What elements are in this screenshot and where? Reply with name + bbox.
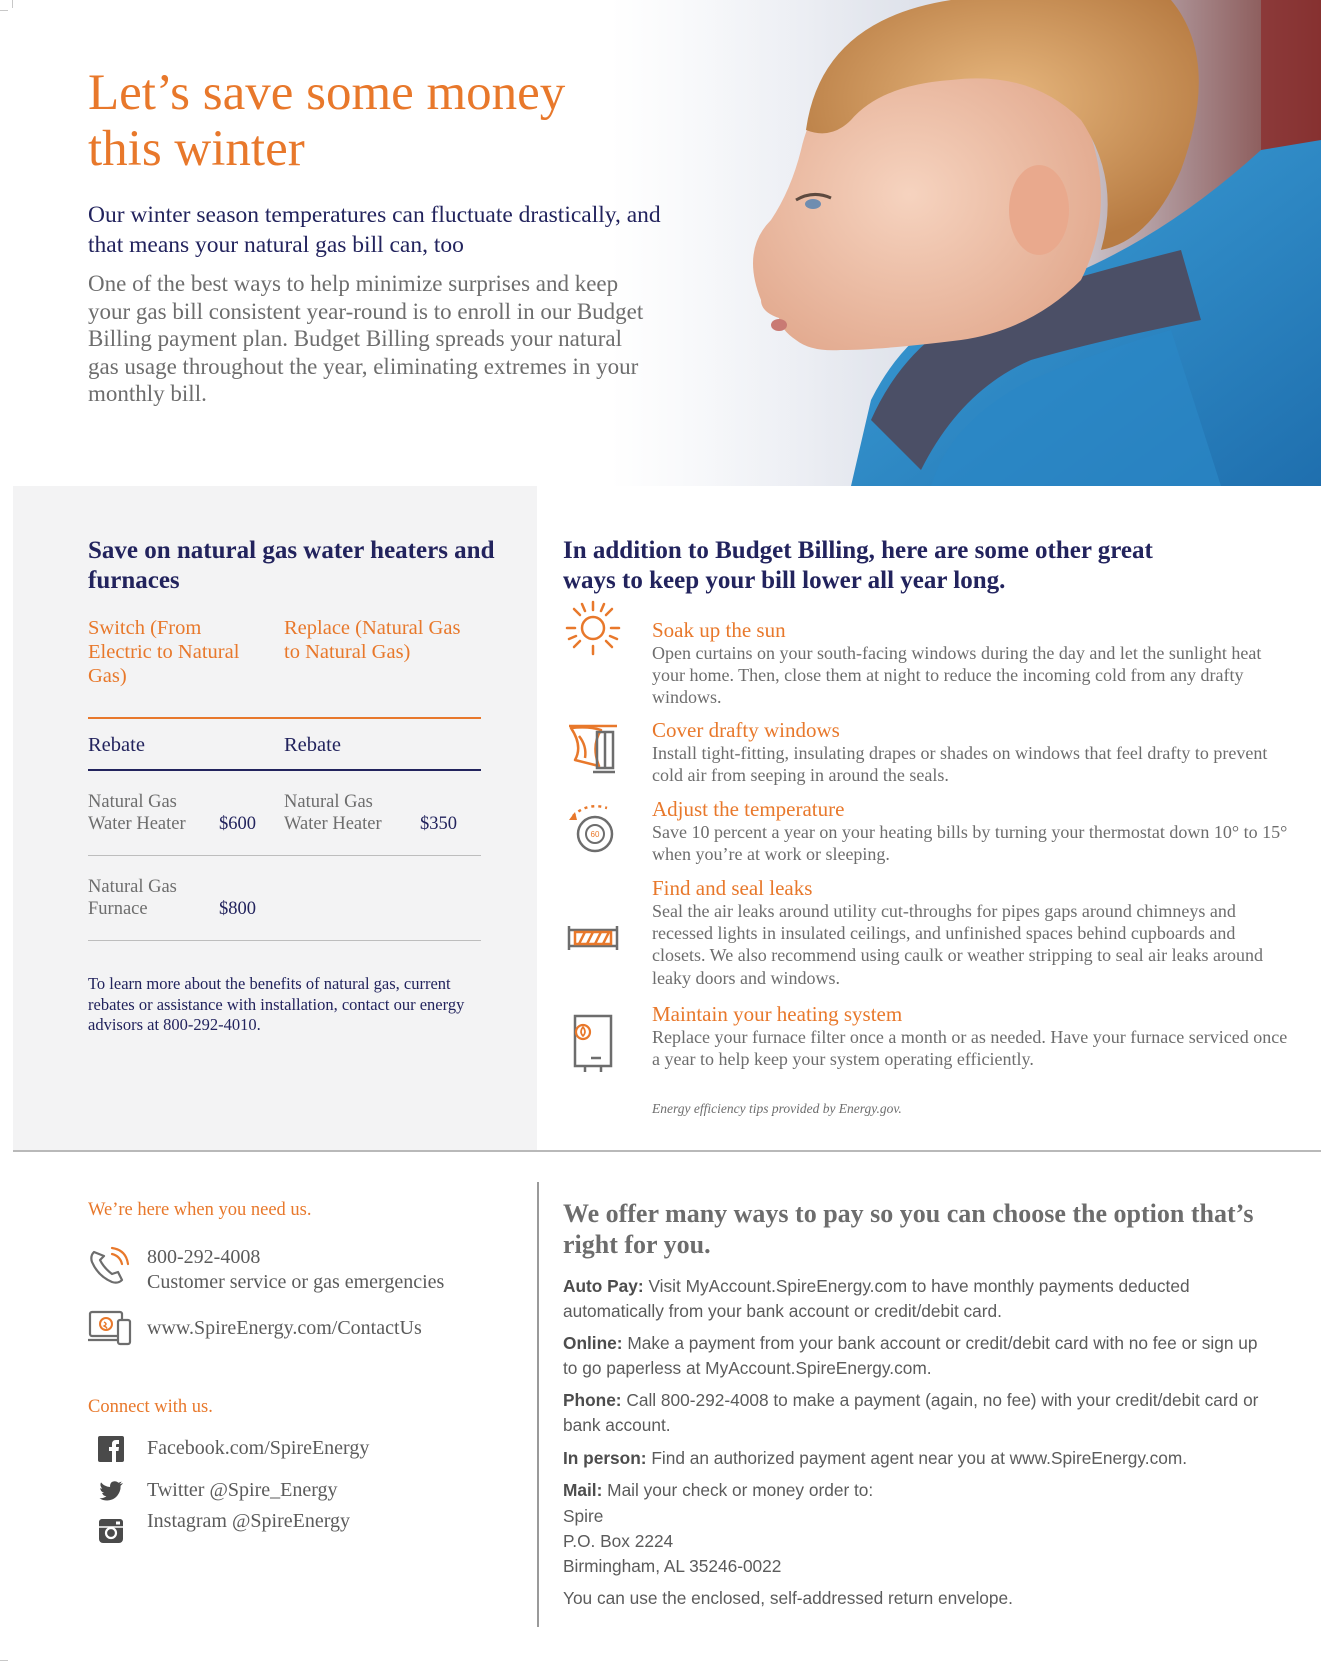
child-at-window-photo [701,0,1321,486]
tip-item [652,718,1292,786]
hero-body: One of the best ways to help minimize surprises and keep your gas bill consistent year-round is to enroll in our Budget Billing payment plan. Budget Billing spreads your natural gas usage throughout the year, eliminating extremes in your monthly bill. [88,271,644,406]
payment-option-phone [563,1388,1263,1438]
divider [88,855,481,856]
facebook-link[interactable]: Facebook.com/SpireEnergy [147,1437,370,1459]
payment-option-text: Mail your check or money order to: [602,1480,874,1500]
payment-option-text: Call 800-292-4008 to make a payment (again, no fee) with your credit/debit card or bank account. [563,1390,1259,1435]
crop-mark [0,10,8,11]
tip-body: Replace your furnace filter once a month or as needed. Have your furnace serviced once a year to help keep your system operating efficiently. [652,1027,1288,1070]
rebate-label: Rebate [88,734,145,756]
tips-title: In addition to Budget Billing, here are some other great ways to keep your bill lower all year long. [563,537,1153,594]
thermostat-reading: 60 [590,830,600,839]
contact-website[interactable]: www.SpireEnergy.com/ContactUs [147,1317,422,1339]
payment-option-label: In person: [563,1448,647,1468]
payment-option-label: Phone: [563,1390,622,1410]
window-drapes-icon [561,716,625,780]
tip-heading: Find and seal leaks [652,876,813,900]
envelope-note: You can use the enclosed, self-addressed return envelope. [563,1588,1013,1608]
payment-title: We offer many ways to pay so you can choose the option that’s right for you. [563,1199,1254,1259]
payment-option-text: Make a payment from your bank account or credit/debit card with no fee or sign up to go paperless at MyAccount.SpireEnergy.com. [563,1333,1258,1378]
tips-panel [537,486,1321,1150]
tip-item [652,618,1292,709]
connect-heading: Connect with us. [88,1397,213,1417]
mail-address-line: Birmingham, AL 35246-0022 [563,1556,782,1576]
learn-more-text: To learn more about the benefits of natural gas, current rebates or assistance with installation, contact our energy advisors at 800-292-4010. [88,974,465,1034]
contact-heading: We’re here when you need us. [88,1200,312,1220]
switch-heading: Switch (From Electric to Natural Gas) [88,617,240,687]
replace-heading: Replace (Natural Gas to Natural Gas) [284,617,461,663]
crop-mark [12,0,13,8]
rebate-value: $350 [420,814,457,834]
divider [88,940,481,941]
section-divider [13,1150,1321,1152]
payment-option-text: Visit MyAccount.SpireEnergy.com to have monthly payments deducted automatically from your bank account or credit/debit card. [563,1276,1190,1321]
tip-heading: Cover drafty windows [652,718,840,742]
contact-phone[interactable]: 800-292-4008 [147,1246,261,1268]
column-divider [537,1182,539,1627]
rebate-value: $800 [219,899,256,919]
facebook-icon[interactable] [98,1436,124,1462]
tip-body: Save 10 percent a year on your heating bills by turning your thermostat down 10° to 15° when you’re at work or sleeping. [652,822,1288,865]
crop-mark [0,1660,8,1661]
twitter-icon[interactable] [98,1478,124,1504]
rebates-title: Save on natural gas water heaters and furnaces [88,537,495,594]
payment-option-mail [563,1478,1263,1503]
hero-title: Let’s save some money this winter [88,65,566,177]
payment-option-label: Auto Pay: [563,1276,644,1296]
contact-phone-description: Customer service or gas emergencies [147,1271,445,1293]
mail-address-line: Spire [563,1506,604,1526]
rebate-item: Natural Gas Water Heater [88,792,186,834]
payment-option-autopay [563,1274,1263,1324]
tip-item [652,1002,1292,1070]
sun-icon [561,596,625,660]
hero-lead: Our winter season temperatures can fluctuate drastically, and that means your natural gas bill can, too [88,202,661,258]
twitter-link[interactable]: Twitter @Spire_Energy [147,1479,338,1501]
instagram-icon[interactable] [98,1518,124,1544]
mail-address-line: P.O. Box 2224 [563,1531,674,1551]
payment-option-online [563,1331,1263,1381]
divider [88,717,481,719]
rebate-label: Rebate [284,734,341,756]
tip-body: Install tight-fitting, insulating drapes or shades on windows that feel drafty to prevent cold air from seeping in around the seals. [652,743,1268,786]
rebates-panel [13,486,537,1150]
computer-devices-icon [86,1306,134,1350]
thermostat-icon [561,798,625,862]
tip-heading: Soak up the sun [652,618,786,642]
payment-option-in-person [563,1446,1263,1471]
phone-icon [86,1244,134,1288]
furnace-icon [561,1012,625,1076]
rebate-value: $600 [219,814,256,834]
rebate-item: Natural Gas Water Heater [284,792,382,834]
tip-item [652,876,1292,989]
hero-banner [30,0,1321,486]
tip-body: Open curtains on your south-facing windows during the day and let the sunlight heat your home. Then, close them at night to reduce the incoming cold from any drafty windows. [652,643,1262,708]
divider [88,769,481,771]
payment-option-label: Online: [563,1333,623,1353]
tip-heading: Adjust the temperature [652,797,845,821]
instagram-link[interactable]: Instagram @SpireEnergy [147,1510,350,1532]
tip-heading: Maintain your heating system [652,1002,903,1026]
payment-option-label: Mail: [563,1480,603,1500]
rebate-item: Natural Gas Furnace [88,877,177,919]
tips-credit: Energy efficiency tips provided by Energy.gov. [652,1101,902,1116]
weather-stripping-icon [561,906,625,970]
tip-body: Seal the air leaks around utility cut-throughs for pipes gaps around chimneys and recessed lights in insulated ceilings, and unfinished spaces behind cupboards and closets. We also recommend using caulk or weather stripping to seal air leaks around leaky doors and windows. [652,901,1264,988]
payment-option-text: Find an authorized payment agent near you at www.SpireEnergy.com. [646,1448,1188,1468]
tip-item [652,797,1292,865]
